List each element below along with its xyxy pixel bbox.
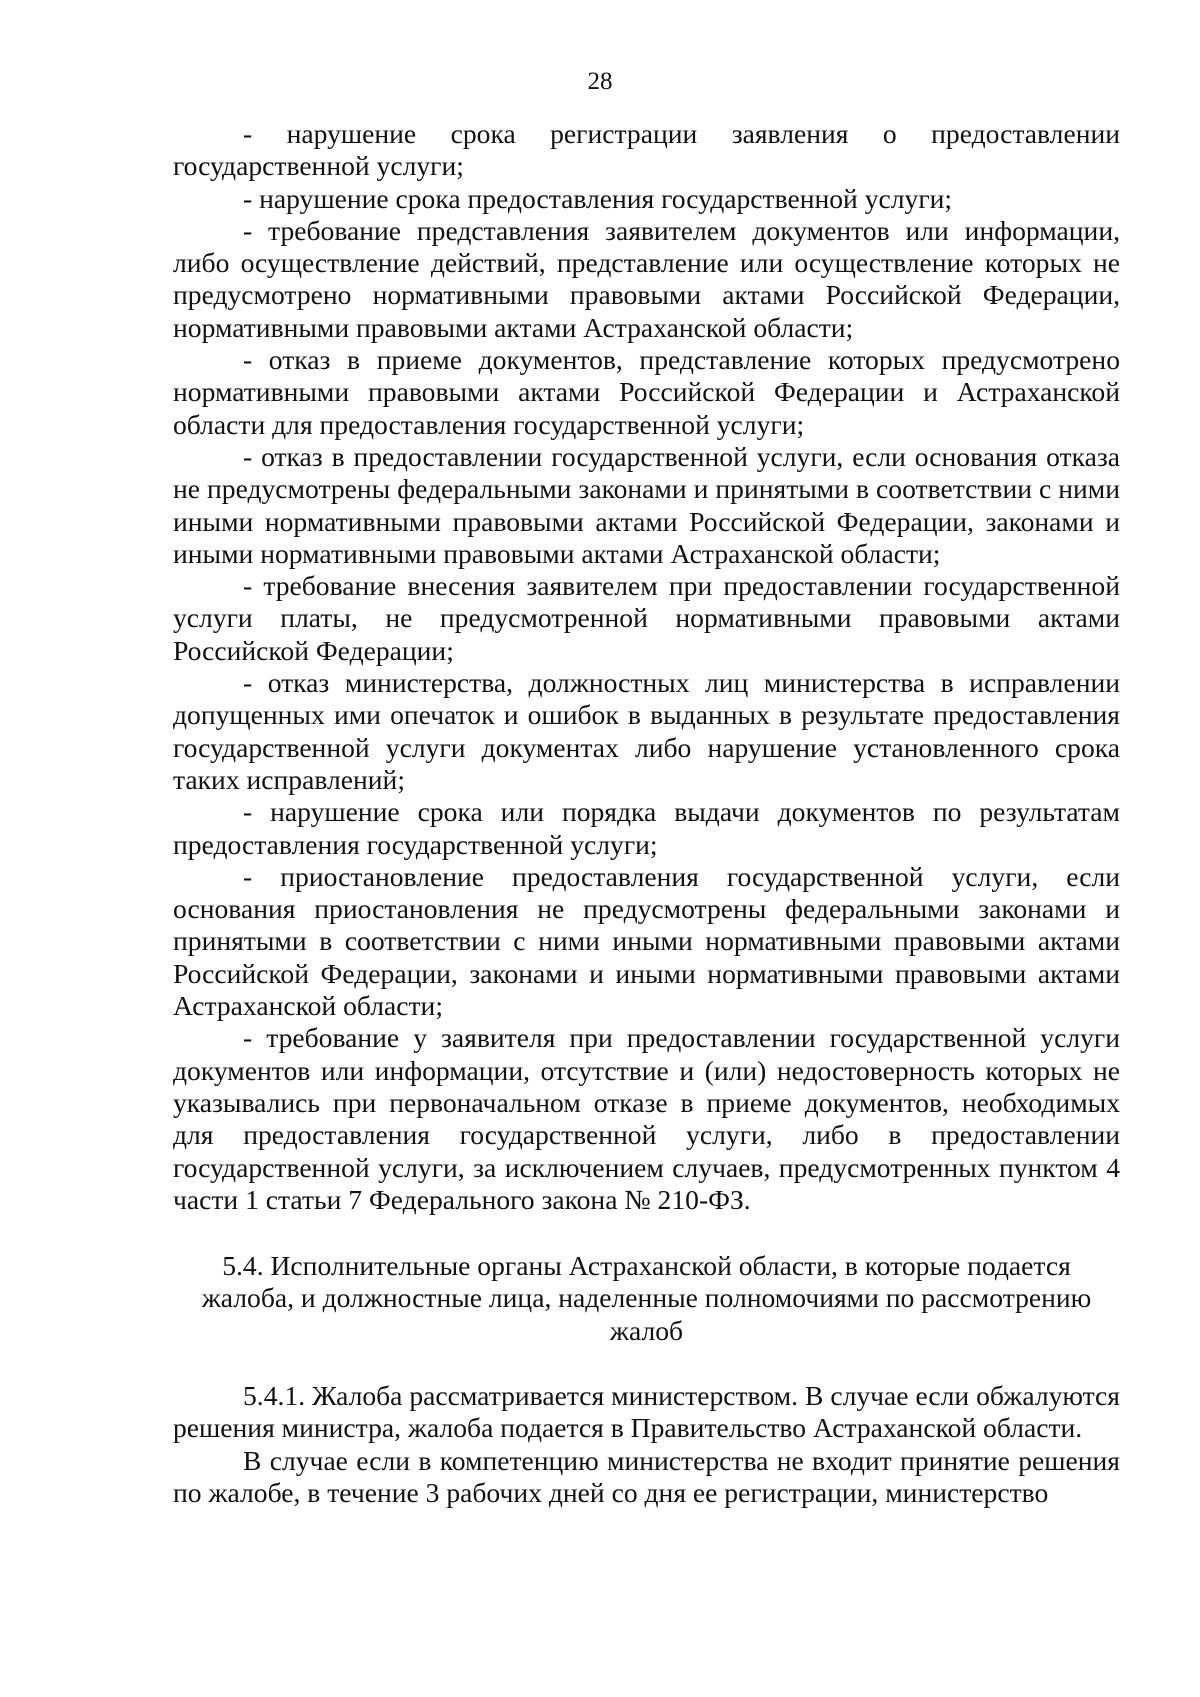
list-item: - отказ министерства, должностных лиц министерства в исправлении допущенных ими опечаток и ошибок в выданных в результате предоставления государственной услуги документах либо нарушение установленного срока таких исправлений; [173, 667, 1120, 795]
section-heading-line: жалоба, и должностные лица, наделенные полномочиями по рассмотрению [201, 1282, 1092, 1314]
list-item: - приостановление предоставления государственной услуги, если основания приостановления не предусмотрены федеральными законами и принятыми в соответствии с ними иными нормативными правовыми актами Российской Федерации, законами и иными нормативными правовыми актами Астраханской области; [173, 860, 1120, 1022]
list-item: - отказ в предоставлении государственной услуги, если основания отказа не предусмотрены федеральными законами и принятыми в соответствии с ними иными нормативными правовыми актами Российской Федерации, законами и иными нормативными правовыми актами Астраханской области; [173, 440, 1120, 569]
paragraph: 5.4.1. Жалоба рассматривается министерством. В случае если обжалуются решения министра, жалоба подается в Правительство Астраханской области. [173, 1379, 1120, 1444]
list-item: - отказ в приеме документов, представление которых предусмотрено нормативными правовыми актами Российской Федерации и Астраханской области для предоставления государственной услуги; [173, 344, 1120, 440]
section-heading [173, 1250, 1120, 1347]
list-item: - нарушение срока предоставления государственной услуги; [243, 182, 953, 214]
section-heading-line: 5.4. Исполнительные органы Астраханской области, в которые подается [222, 1250, 1071, 1282]
list-item: - требование внесения заявителем при предоставлении государственной услуги платы, не предусмотренной нормативными правовыми актами Российской Федерации; [173, 570, 1120, 666]
list-item: - требование у заявителя при предоставлении государственной услуги документов или информации, отсутствие и (или) недостоверность которых не указывались при первоначальном отказе в приеме документов, необходимых для предоставления государственной услуги, либо в предоставлении государственной услуги, за исключением случаев, предусмотренных пунктом 4 части 1 статьи 7 Федерального закона № 210-ФЗ. [173, 1022, 1120, 1215]
list-item: - требование представления заявителем документов или информации, либо осуществление действий, представление или осуществление которых не предусмотрено нормативными правовыми актами Российской Федерации, нормативными правовыми актами Астраханской области; [173, 214, 1120, 343]
list-item: - нарушение срока регистрации заявления о предоставлении государственной услуги; [173, 118, 1120, 182]
list-item: - нарушение срока или порядка выдачи документов по результатам предоставления государственной услуги; [173, 796, 1120, 860]
section-heading-line: жалоб [609, 1314, 684, 1346]
page-number: 28 [587, 68, 613, 95]
document-body [173, 118, 1120, 1509]
paragraph: В случае если в компетенцию министерства не входит принятие решения по жалобе, в течение 3 рабочих дней со дня ее регистрации, министерство [173, 1444, 1120, 1508]
